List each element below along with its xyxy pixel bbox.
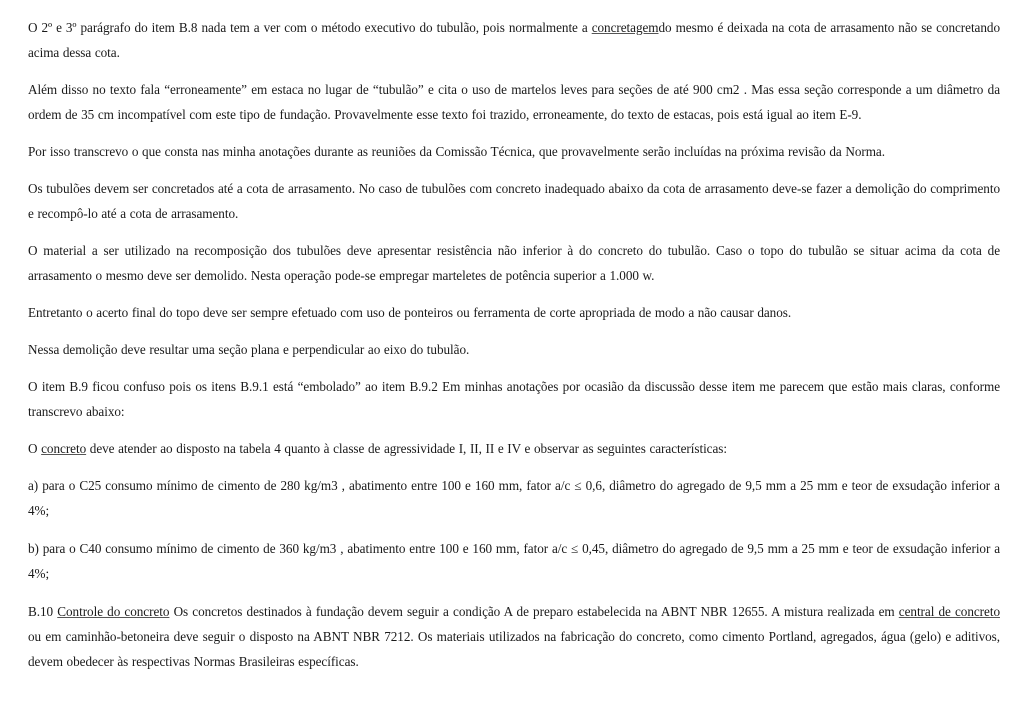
- paragraph-text: deve atender ao disposto na tabela 4 quanto à classe de agressividade I, II, II e IV e observar as seguintes características:: [86, 441, 727, 456]
- paragraph-demolicao: Nessa demolição deve resultar uma seção plana e perpendicular ao eixo do tubulão.: [28, 342, 470, 357]
- paragraph-text: ou em caminhão-betoneira deve seguir o disposto na ABNT NBR 7212. Os materiais utilizados na fabricação do concreto, como cimento Portland, agregados, água (gelo) e aditivos, devem obedecer às respectivas Normas Brasileiras específicas.: [28, 629, 1000, 669]
- paragraph-concreto-requisitos: [28, 436, 1000, 461]
- list-item-c25: a) para o C25 consumo mínimo de cimento de 280 kg/m3 , abatimento entre 100 e 160 mm, fator a/c ≤ 0,6, diâmetro do agregado de 9,5 mm a 25 mm e teor de exsudação inferior a 4%;: [28, 478, 1000, 518]
- paragraph-b10-controle: [28, 599, 1000, 674]
- paragraph-acerto-final: Entretanto o acerto final do topo deve ser sempre efetuado com uso de ponteiros ou ferramenta de corte apropriada de modo a não causar danos.: [28, 305, 792, 320]
- paragraph-text: O: [28, 441, 42, 456]
- link-controle-do-concreto[interactable]: Controle do concreto: [57, 604, 170, 619]
- link-central-de-concreto[interactable]: central de concreto: [898, 604, 1000, 619]
- paragraph-text: B.10: [28, 604, 58, 619]
- paragraph-estaca-error: Além disso no texto fala “erroneamente” em estaca no lugar de “tubulão” e cita o uso de martelos leves para seções de até 900 cm2 . Mas essa seção corresponde a um diâmetro da ordem de 35 cm incompatível com este tipo de fundação. Provavelmente esse texto foi trazido, erroneamente, do texto de estacas, pois está igual ao item E-9.: [28, 82, 1000, 122]
- paragraph-text: O 2º e 3º parágrafo do item B.8 nada tem a ver com o método executivo do tubulão, pois normalmente a: [28, 20, 592, 35]
- list-item-c40: b) para o C40 consumo mínimo de cimento de 360 kg/m3 , abatimento entre 100 e 160 mm, fator a/c ≤ 0,45, diâmetro do agregado de 9,5 mm a 25 mm e teor de exsudação inferior a 4%;: [28, 541, 1000, 581]
- link-concretagem[interactable]: concretagem: [591, 20, 659, 35]
- link-concreto[interactable]: concreto: [41, 441, 87, 456]
- paragraph-b8-comment: [28, 15, 1000, 65]
- paragraph-recomposicao: O material a ser utilizado na recomposição dos tubulões deve apresentar resistência não inferior à do concreto do tubulão. Caso o topo do tubulão se situar acima da cota de arrasamento o mesmo deve ser demolido. Nesta operação pode-se empregar marteletes de potência superior a 1.000 w.: [28, 243, 1000, 283]
- paragraph-b9-comment: O item B.9 ficou confuso pois os itens B.9.1 está “embolado” ao item B.9.2 Em minhas anotações por ocasião da discussão desse item me parecem que estão mais claras, conforme transcrevo abaixo:: [28, 379, 1000, 419]
- paragraph-text: Os concretos destinados à fundação devem seguir a condição A de preparo estabelecida na ABNT NBR 12655. A mistura realizada em: [169, 604, 899, 619]
- paragraph-transcription-intro: Por isso transcrevo o que consta nas minha anotações durante as reuniões da Comissão Técnica, que provavelmente serão incluídas na próxima revisão da Norma.: [28, 144, 885, 159]
- paragraph-text: do mesmo é deixada na cota de arrasamento não se concretando acima dessa cota.: [28, 20, 1000, 60]
- paragraph-concretagem-cota: Os tubulões devem ser concretados até a cota de arrasamento. No caso de tubulões com concreto inadequado abaixo da cota de arrasamento deve-se fazer a demolição do comprimento e recompô-lo até a cota de arrasamento.: [28, 181, 1000, 221]
